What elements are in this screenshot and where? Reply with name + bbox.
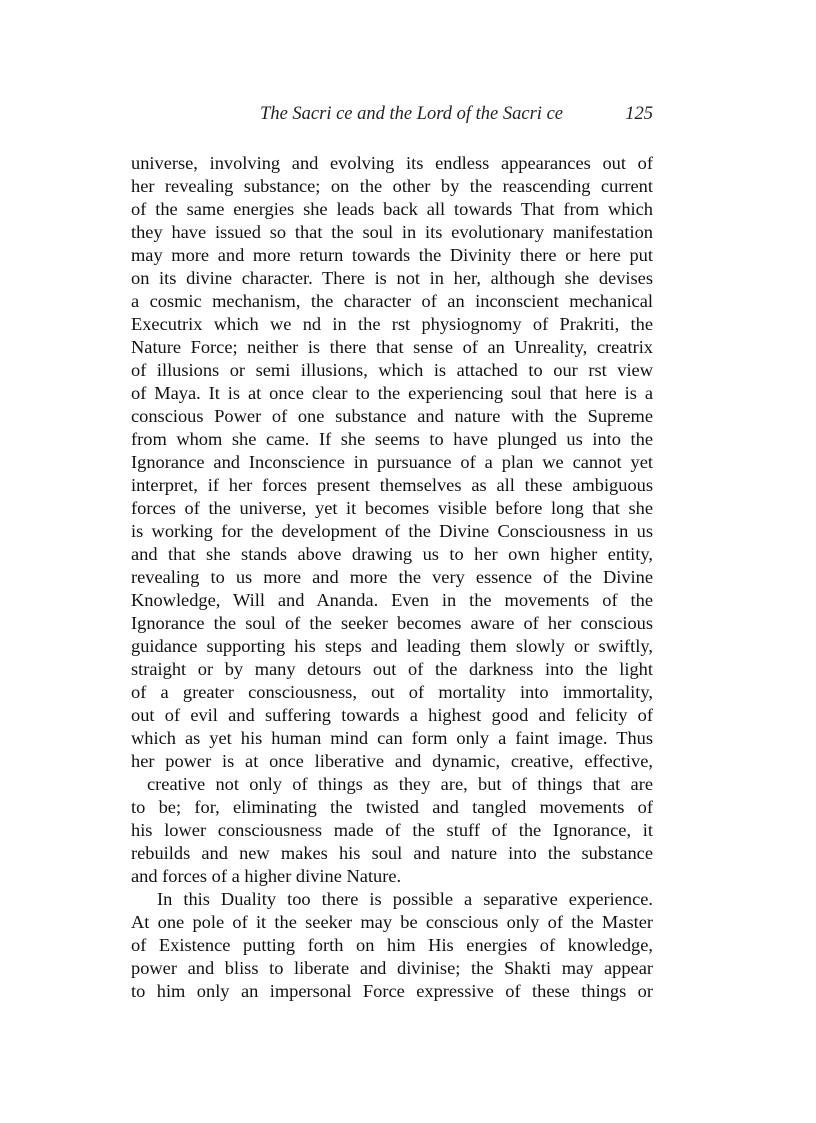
text-line: of Existence putting forth on him His energies of knowledge, <box>131 935 653 955</box>
text-line: universe, involving and evolving its endless appearances out of <box>131 153 653 173</box>
text-line: rebuilds and new makes his soul and nature into the substance <box>131 843 653 863</box>
text-line: and that she stands above drawing us to her own higher entity, <box>131 544 653 564</box>
page-number: 125 <box>625 104 653 124</box>
text-line: interpret, if her forces present themselves as all these ambiguous <box>131 475 653 495</box>
text-line: Nature Force; neither is there that sense of an Unreality, creatrix <box>131 337 653 357</box>
text-line: forces of the universe, yet it becomes visible before long that she <box>131 498 653 518</box>
text-line: of the same energies she leads back all towards That from which <box>131 199 653 219</box>
text-line: At one pole of it the seeker may be conscious only of the Master <box>131 912 653 932</box>
text-line: to be; for, eliminating the twisted and tangled movements of <box>131 797 653 817</box>
text-line: of illusions or semi illusions, which is attached to our rst view <box>131 360 653 380</box>
text-line: and forces of a higher divine Nature. <box>131 866 402 886</box>
text-line: Executrix which we nd in the rst physiognomy of Prakriti, the <box>131 314 653 334</box>
text-line: power and bliss to liberate and divinise; the Shakti may appear <box>131 958 653 978</box>
text-line: from whom she came. If she seems to have plunged us into the <box>131 429 653 449</box>
text-line: a cosmic mechanism, the character of an inconscient mechanical <box>131 291 653 311</box>
text-line: Ignorance and Inconscience in pursuance of a plan we cannot yet <box>131 452 653 472</box>
text-line: her power is at once liberative and dynamic, creative, effective, <box>131 751 653 771</box>
text-line: to him only an impersonal Force expressive of these things or <box>131 981 653 1001</box>
text-line: revealing to us more and more the very essence of the Divine <box>131 567 653 587</box>
text-line: conscious Power of one substance and nature with the Supreme <box>131 406 653 426</box>
body-text <box>131 152 653 1003</box>
text-line: Knowledge, Will and Ananda. Even in the movements of the <box>131 590 653 610</box>
text-line: on its divine character. There is not in her, although she devises <box>131 268 653 288</box>
text-line: which as yet his human mind can form only a faint image. Thus <box>131 728 653 748</box>
text-line: of Maya. It is at once clear to the experiencing soul that here is a <box>131 383 653 403</box>
text-line: his lower consciousness made of the stuff of the Ignorance, it <box>131 820 653 840</box>
text-line: may more and more return towards the Divinity there or here put <box>131 245 653 265</box>
running-title: The Sacri ce and the Lord of the Sacri ce <box>260 104 563 124</box>
text-line: creative not only of things as they are, but of things that are <box>147 774 653 794</box>
text-line: is working for the development of the Divine Consciousness in us <box>131 521 653 541</box>
text-line: they have issued so that the soul in its evolutionary manifestation <box>131 222 653 242</box>
text-line: out of evil and suffering towards a highest good and felicity of <box>131 705 653 725</box>
running-head <box>131 104 653 130</box>
text-line: guidance supporting his steps and leading them slowly or swiftly, <box>131 636 653 656</box>
text-line: her revealing substance; on the other by the reascending current <box>131 176 653 196</box>
text-line: Ignorance the soul of the seeker becomes aware of her conscious <box>131 613 653 633</box>
paragraph-start-line: In this Duality too there is possible a separative experience. <box>157 889 653 909</box>
text-line: straight or by many detours out of the darkness into the light <box>131 659 653 679</box>
text-line: of a greater consciousness, out of mortality into immortality, <box>131 682 653 702</box>
